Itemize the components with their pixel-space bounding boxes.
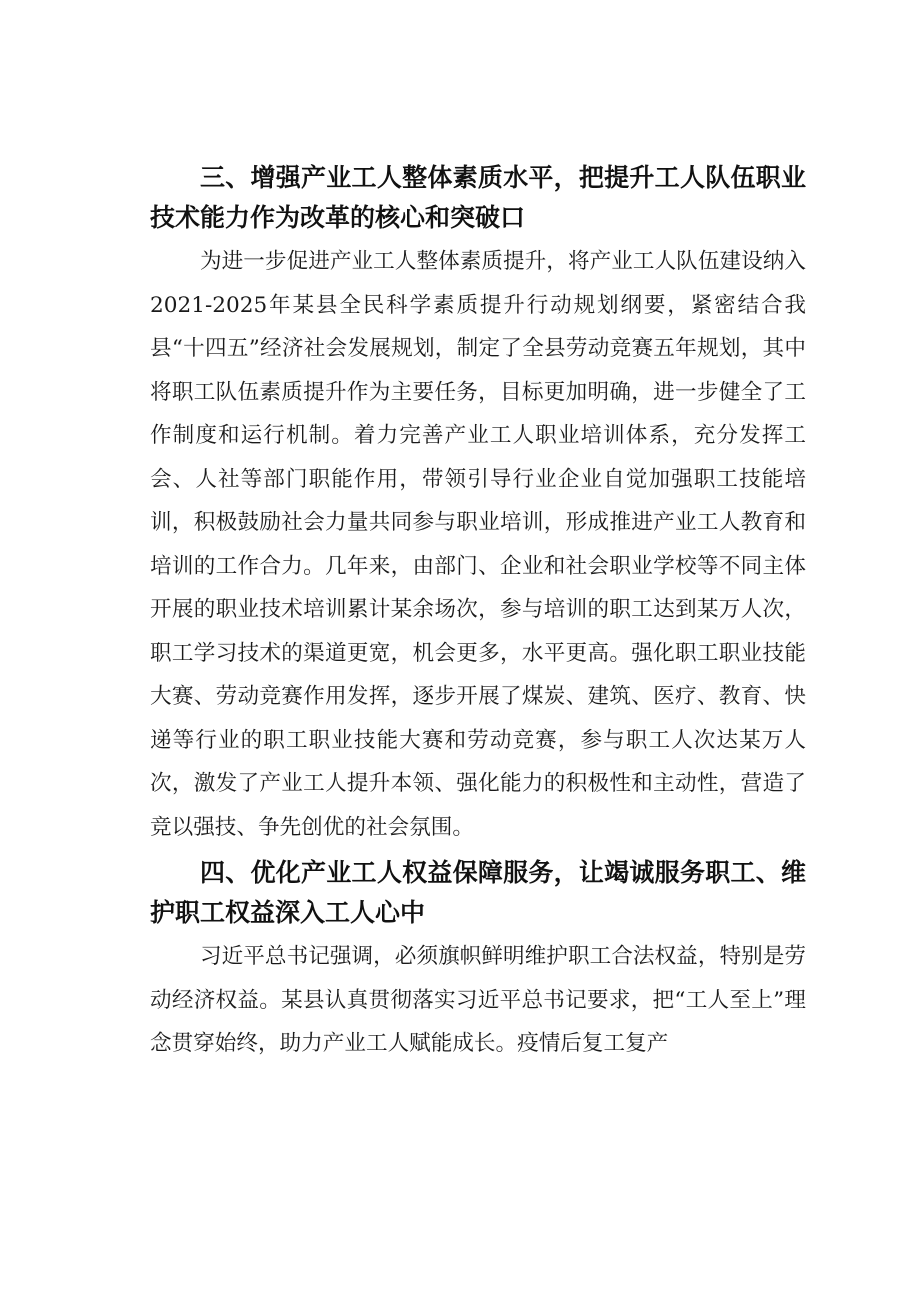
section-heading-4: 四、优化产业工人权益保障服务，让竭诚服务职工、维护职工权益深入工人心中 [150,858,806,927]
section-paragraph-4: 习近平总书记强调，必须旗帜鲜明维护职工合法权益，特别是劳动经济权益。某县认真贯彻落实习近平总书记要求，把“工人至上”理念贯穿始终，助力产业工人赋能成长。疫情后复工复产 [150,944,806,1056]
document-body [150,158,806,1066]
section-paragraph-3: 为进一步促进产业工人整体素质提升，将产业工人队伍建设纳入2021-2025年某县全民科学素质提升行动规划纲要，紧密结合我县“十四五”经济社会发展规划，制定了全县劳动竞赛五年规划，其中将职工队伍素质提升作为主要任务，目标更加明确，进一步健全了工作制度和运行机制。着力完善产业工人职业培训体系，充分发挥工会、人社等部门职能作用，带领引导行业企业自觉加强职工技能培训，积极鼓励社会力量共同参与职业培训，形成推进产业工人教育和培训的工作合力。几年来，由部门、企业和社会职业学校等不同主体开展的职业技术培训累计某余场次，参与培训的职工达到某万人次，职工学习技术的渠道更宽，机会更多，水平更高。强化职工职业技能大赛、劳动竞赛作用发挥，逐步开展了煤炭、建筑、医疗、教育、快递等行业的职工职业技能大赛和劳动竞赛，参与职工人次达某万人次，激发了产业工人提升本领、强化能力的积极性和主动性，营造了竞以强技、争先创优的社会氛围。 [150,249,806,840]
section-heading-3: 三、增强产业工人整体素质水平，把提升工人队伍职业技术能力作为改革的核心和突破口 [150,163,806,232]
